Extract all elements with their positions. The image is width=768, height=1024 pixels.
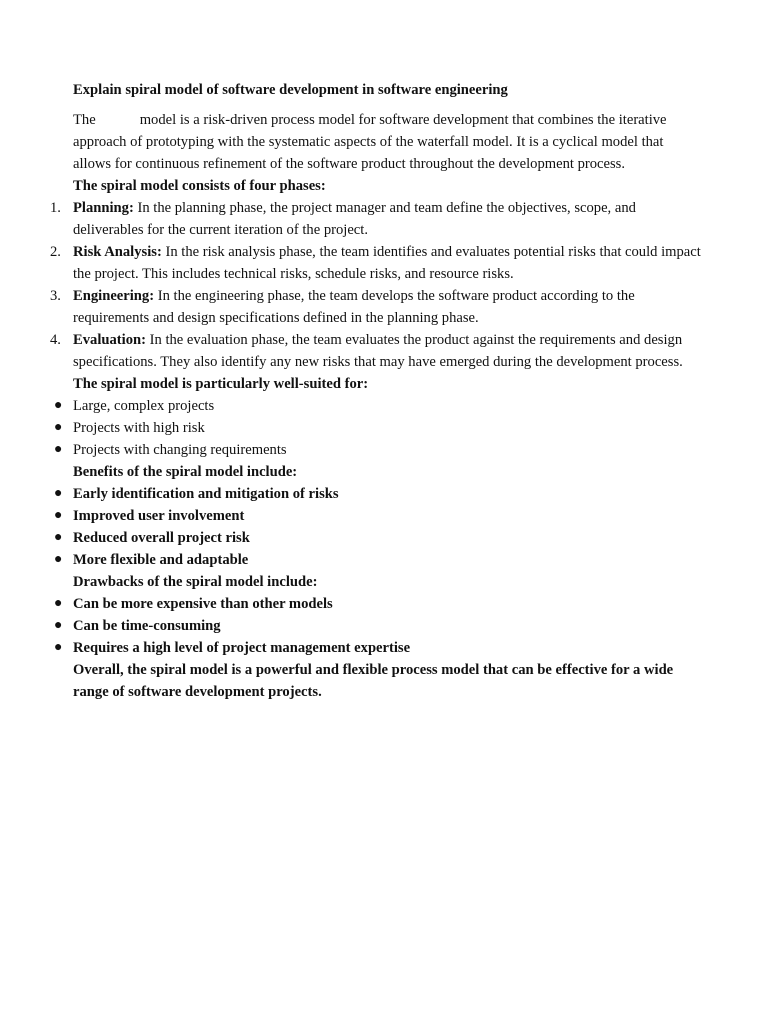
list-item: ● Reduced overall project risk [73, 527, 703, 549]
phase-term: Evaluation: [73, 332, 146, 348]
list-item: ● Large, complex projects [73, 395, 703, 417]
bullet-icon: ● [54, 640, 63, 655]
phases-heading: The spiral model consists of four phases: [73, 178, 326, 194]
closing-paragraph: Overall, the spiral model is a powerful and flexible process model that can be effective for a wide range of software development projects. [73, 662, 674, 700]
intro-prefix: The [73, 112, 96, 128]
bullet-icon: ● [54, 420, 63, 435]
phase-number: 3. [50, 288, 61, 304]
suited-heading: The spiral model is particularly well-suited for: [73, 376, 369, 392]
list-item: ● Can be more expensive than other models [73, 593, 703, 615]
document-content [50, 79, 703, 703]
intro-paragraph [73, 109, 703, 175]
phase-number: 2. [50, 244, 61, 260]
list-item: ● Projects with changing requirements [73, 439, 703, 461]
drawbacks-heading: Drawbacks of the spiral model include: [73, 574, 318, 590]
list-item: ● Improved user involvement [73, 505, 703, 527]
bullet-icon: ● [54, 530, 63, 545]
phase-text: In the risk analysis phase, the team identifies and evaluates potential risks that could impact the project. This includes technical risks, schedule risks, and resource risks. [73, 244, 701, 282]
drawbacks-list [54, 593, 703, 659]
benefits-heading: Benefits of the spiral model include: [73, 464, 298, 480]
benefits-list [54, 483, 703, 571]
intro-text: model is a risk-driven process model for software development that combines the iterative approach of prototyping with the systematic aspects of the waterfall model. It is a cyclical model that allows for continuous refinement of the software product throughout the development process. [73, 112, 667, 172]
list-item: ● Early identification and mitigation of risks [73, 483, 703, 505]
bullet-icon: ● [54, 552, 63, 567]
phase-number: 4. [50, 332, 61, 348]
phase-text: In the planning phase, the project manager and team define the objectives, scope, and deliverables for the current iteration of the project. [73, 200, 636, 238]
list-item: ● Projects with high risk [73, 417, 703, 439]
bullet-icon: ● [54, 398, 63, 413]
bullet-icon: ● [54, 596, 63, 611]
phase-item-engineering [50, 285, 703, 329]
phase-term: Risk Analysis: [73, 244, 162, 260]
phase-item-planning [50, 197, 703, 241]
suited-list [54, 395, 703, 461]
bullet-icon: ● [54, 486, 63, 501]
list-item: ● Can be time-consuming [73, 615, 703, 637]
phase-text: In the engineering phase, the team develops the software product according to the requirements and design specifications defined in the planning phase. [73, 288, 635, 326]
phase-item-evaluation [50, 329, 703, 373]
phase-term: Planning: [73, 200, 134, 216]
bullet-icon: ● [54, 442, 63, 457]
phases-list [50, 197, 703, 373]
list-item: ● Requires a high level of project management expertise [73, 637, 703, 659]
bullet-icon: ● [54, 508, 63, 523]
bullet-icon: ● [54, 618, 63, 633]
phase-text: In the evaluation phase, the team evaluates the product against the requirements and design specifications. They also identify any new risks that may have emerged during the development process. [73, 332, 683, 370]
phase-item-risk-analysis [50, 241, 703, 285]
list-item: ● More flexible and adaptable [73, 549, 703, 571]
document-title: Explain spiral model of software development in software engineering [73, 82, 508, 98]
phase-number: 1. [50, 200, 61, 216]
phase-term: Engineering: [73, 288, 155, 304]
